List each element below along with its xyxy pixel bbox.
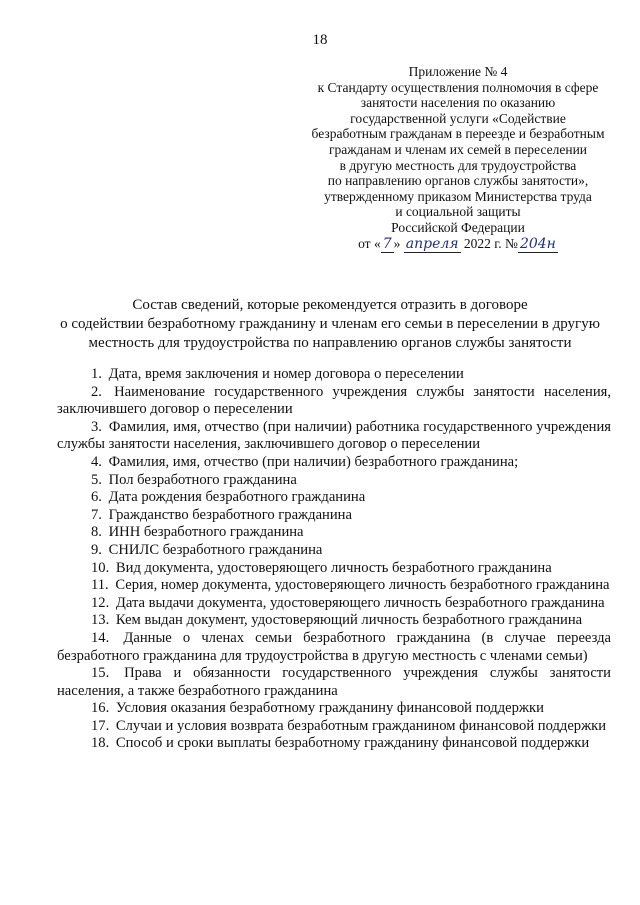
order-date-line — [300, 236, 616, 254]
item-text: Фамилия, имя, отчество (при наличии) работника государственного учреждения службы занятости населения, заключившего договор о переселении — [57, 418, 612, 453]
list-item — [57, 384, 611, 419]
item-number: 5. — [91, 471, 102, 488]
item-number: 4. — [91, 453, 102, 470]
appendix-line: безработным гражданам в переезде и безработным — [311, 126, 605, 142]
item-number: 9. — [91, 541, 102, 558]
list-item — [57, 665, 611, 700]
item-number: 6. — [91, 489, 102, 506]
item-text: Условия оказания безработному гражданину финансовой поддержки — [115, 700, 544, 717]
list-item — [57, 718, 611, 736]
item-number: 18. — [91, 735, 110, 752]
appendix-line: Приложение № 4 — [408, 64, 508, 79]
item-text: СНИЛС безработного гражданина — [108, 541, 323, 558]
appendix-line: Российской Федерации — [391, 219, 525, 235]
handwritten-order-number: 204н — [519, 235, 556, 252]
page-number: 18 — [312, 32, 328, 48]
handwritten-day: 7 — [382, 235, 392, 252]
appendix-line: занятости населения по оказанию — [360, 95, 556, 111]
date-year: 2022 г. № — [463, 235, 518, 251]
list-item — [57, 489, 611, 507]
list-item — [57, 612, 611, 630]
item-text: Серия, номер документа, удостоверяющего личность безработного гражданина — [115, 577, 610, 594]
date-prefix: от « — [358, 235, 381, 251]
appendix-line: в другую местность для трудоустройства — [339, 157, 577, 173]
item-number: 3. — [91, 418, 102, 435]
item-number: 12. — [91, 594, 110, 611]
item-text: Пол безработного гражданина — [108, 471, 297, 488]
appendix-line: к Стандарту осуществления полномочия в сфере — [317, 79, 599, 95]
item-text: Вид документа, удостоверяющего личность безработного гражданина — [115, 559, 552, 576]
list-item — [57, 542, 611, 560]
list-item — [57, 507, 611, 525]
item-number: 7. — [91, 506, 102, 523]
document-title — [40, 296, 620, 353]
item-text: ИНН безработного гражданина — [108, 524, 304, 541]
handwritten-month: апреля — [405, 235, 459, 252]
item-text: Способ и сроки выплаты безработному гражданину финансовой поддержки — [115, 735, 590, 752]
appendix-line: по направлению органов службы занятости», — [327, 173, 589, 189]
list-item — [57, 524, 611, 542]
item-text: Гражданство безработного гражданина — [108, 506, 352, 523]
item-number: 11. — [91, 577, 109, 594]
item-number: 15. — [91, 665, 110, 682]
item-text: Права и обязанности государственного учреждения службы занятости населения, а также безработного гражданина — [57, 665, 611, 699]
appendix-line: и социальной защиты — [395, 204, 521, 220]
list-item — [57, 472, 611, 490]
title-line: местность для трудоустройства по направлению органов службы занятости — [88, 335, 572, 351]
title-line: о содействии безработному гражданину и членам его семьи в переселении в другую — [60, 316, 600, 332]
item-text: Дата рождения безработного гражданина — [108, 489, 366, 506]
item-text: Дата, время заключения и номер договора о переселении — [108, 366, 464, 382]
item-number: 1. — [91, 366, 102, 382]
list-item — [57, 630, 611, 665]
list-item — [57, 419, 611, 454]
item-text: Данные о членах семьи безработного гражданина (в случае переезда безработного гражданина для трудоустройства в другую местность с членами семьи) — [57, 629, 611, 664]
appendix-line: гражданам и членам их семей в переселении — [328, 141, 588, 157]
list-item — [57, 700, 611, 718]
appendix-line: государственной услуги «Содействие — [350, 110, 566, 126]
item-number: 2. — [91, 383, 102, 400]
item-number: 16. — [91, 700, 110, 717]
list-item — [57, 735, 611, 753]
item-number: 17. — [91, 717, 110, 734]
item-text: Случаи и условия возврата безработным гражданином финансовой поддержки — [115, 717, 607, 734]
item-number: 8. — [91, 524, 102, 541]
item-text: Наименование государственного учреждения службы занятости населения, заключившего договор о переселении — [57, 383, 611, 418]
title-line: Состав сведений, которые рекомендуется отразить в договоре — [132, 297, 528, 313]
item-number: 10. — [91, 559, 110, 576]
items-list — [57, 366, 611, 753]
item-text: Фамилия, имя, отчество (при наличии) безработного гражданина; — [108, 453, 519, 470]
list-item — [57, 560, 611, 578]
list-item — [57, 595, 611, 613]
appendix-line: утвержденному приказом Министерства труда — [324, 188, 592, 204]
item-number: 13. — [91, 612, 110, 629]
item-text: Дата выдачи документа, удостоверяющего личность безработного гражданина — [115, 594, 605, 611]
item-text: Кем выдан документ, удостоверяющий личность безработного гражданина — [115, 612, 583, 629]
list-item — [57, 577, 611, 595]
list-item — [57, 454, 611, 472]
appendix-header — [300, 64, 616, 253]
list-item — [57, 366, 611, 384]
item-number: 14. — [91, 629, 110, 646]
date-mid: » — [393, 235, 401, 251]
